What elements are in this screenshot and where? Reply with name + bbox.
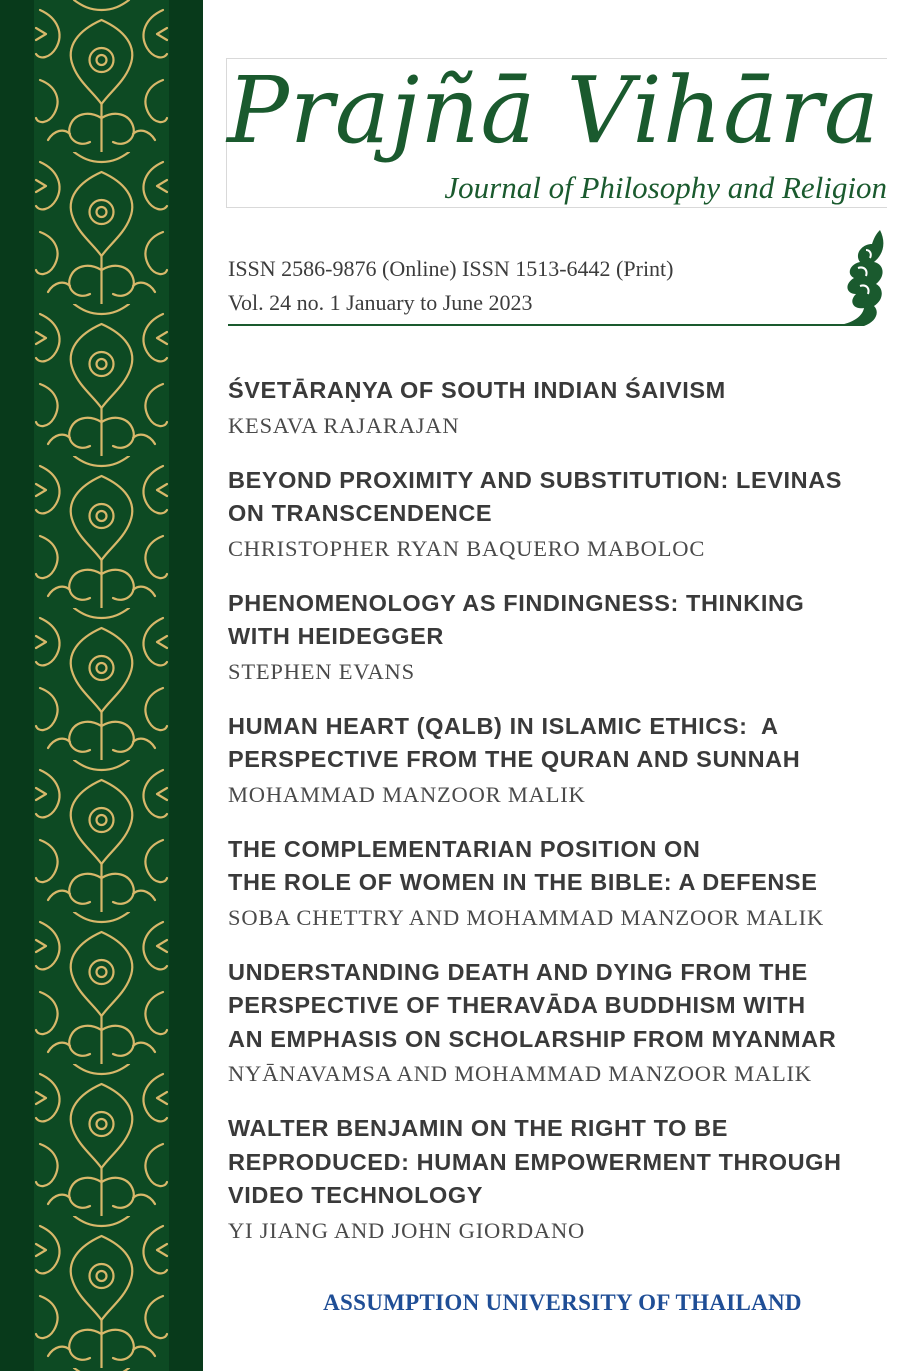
issue-line: Vol. 24 no. 1 January to June 2023 — [228, 290, 533, 315]
article-title-line: PHENOMENOLOGY AS FINDINGNESS: THINKING — [228, 589, 805, 616]
article-title-line: PERSPECTIVE OF THERAVĀDA BUDDHISM WITH — [228, 992, 806, 1018]
article-entry[interactable] — [228, 833, 878, 934]
article-title — [228, 374, 878, 408]
article-entry[interactable] — [228, 1112, 878, 1247]
article-title-line: REPRODUCED: HUMAN EMPOWERMENT THROUGH — [228, 1148, 842, 1175]
article-author: KESAVA RAJARAJAN — [228, 412, 460, 438]
article-title-line: PERSPECTIVE FROM THE QURAN AND SUNNAH — [228, 746, 801, 772]
article-entry[interactable] — [228, 374, 878, 442]
article-author: CHRISTOPHER RYAN BAQUERO MABOLOC — [228, 535, 706, 561]
article-title — [228, 710, 878, 777]
decorative-side-band — [0, 0, 203, 1371]
article-author: NYĀNAVAMSA AND MOHAMMAD MANZOOR MALIK — [228, 1061, 812, 1086]
journal-subtitle: Journal of Philosophy and Religion — [444, 170, 887, 205]
issn-line: ISSN 2586-9876 (Online) ISSN 1513-6442 (Print) — [228, 256, 674, 281]
article-title-line: WITH HEIDEGGER — [228, 623, 444, 649]
article-author: YI JIANG AND JOHN GIORDANO — [228, 1217, 586, 1243]
article-title-line: AN EMPHASIS ON SCHOLARSHIP FROM MYANMAR — [228, 1025, 837, 1052]
article-title-line: WALTER BENJAMIN ON THE RIGHT TO BE — [228, 1115, 728, 1141]
article-author: SOBA CHETTRY AND MOHAMMAD MANZOOR MALIK — [228, 904, 825, 930]
article-entry[interactable] — [228, 464, 878, 565]
article-author: MOHAMMAD MANZOOR MALIK — [228, 781, 586, 807]
article-title-line: HUMAN HEART (QALB) IN ISLAMIC ETHICS: A — [228, 712, 779, 739]
header-rule — [228, 324, 848, 326]
article-title-line: BEYOND PROXIMITY AND SUBSTITUTION: LEVINAS — [228, 466, 843, 493]
band-edge-left — [0, 0, 34, 1371]
journal-masthead — [226, 58, 887, 208]
article-title — [228, 1112, 878, 1213]
journal-title: Prajñā Vihāra — [227, 57, 880, 164]
table-of-contents — [228, 374, 878, 1269]
thai-ornament-pattern-icon — [34, 0, 169, 1371]
article-entry[interactable] — [228, 710, 878, 811]
article-title-line: ON TRANSCENDENCE — [228, 500, 493, 526]
article-entry[interactable] — [228, 956, 878, 1091]
band-edge-right — [169, 0, 203, 1371]
article-title-line: ŚVETĀRAṆYA OF SOUTH INDIAN ŚAIVISM — [228, 377, 726, 403]
article-title-line: UNDERSTANDING DEATH AND DYING FROM THE — [228, 958, 808, 985]
thai-flame-ornament-icon — [830, 228, 888, 332]
article-author: STEPHEN EVANS — [228, 658, 415, 684]
article-title — [228, 833, 878, 900]
article-title — [228, 587, 878, 654]
article-title — [228, 956, 878, 1057]
article-title-line: THE COMPLEMENTARIAN POSITION ON — [228, 835, 701, 862]
article-title-line: THE ROLE OF WOMEN IN THE BIBLE: A DEFENSE — [228, 869, 818, 895]
publisher-name: ASSUMPTION UNIVERSITY OF THAILAND — [323, 1290, 802, 1315]
article-title — [228, 464, 878, 531]
article-title-line: VIDEO TECHNOLOGY — [228, 1182, 484, 1208]
article-entry[interactable] — [228, 587, 878, 688]
